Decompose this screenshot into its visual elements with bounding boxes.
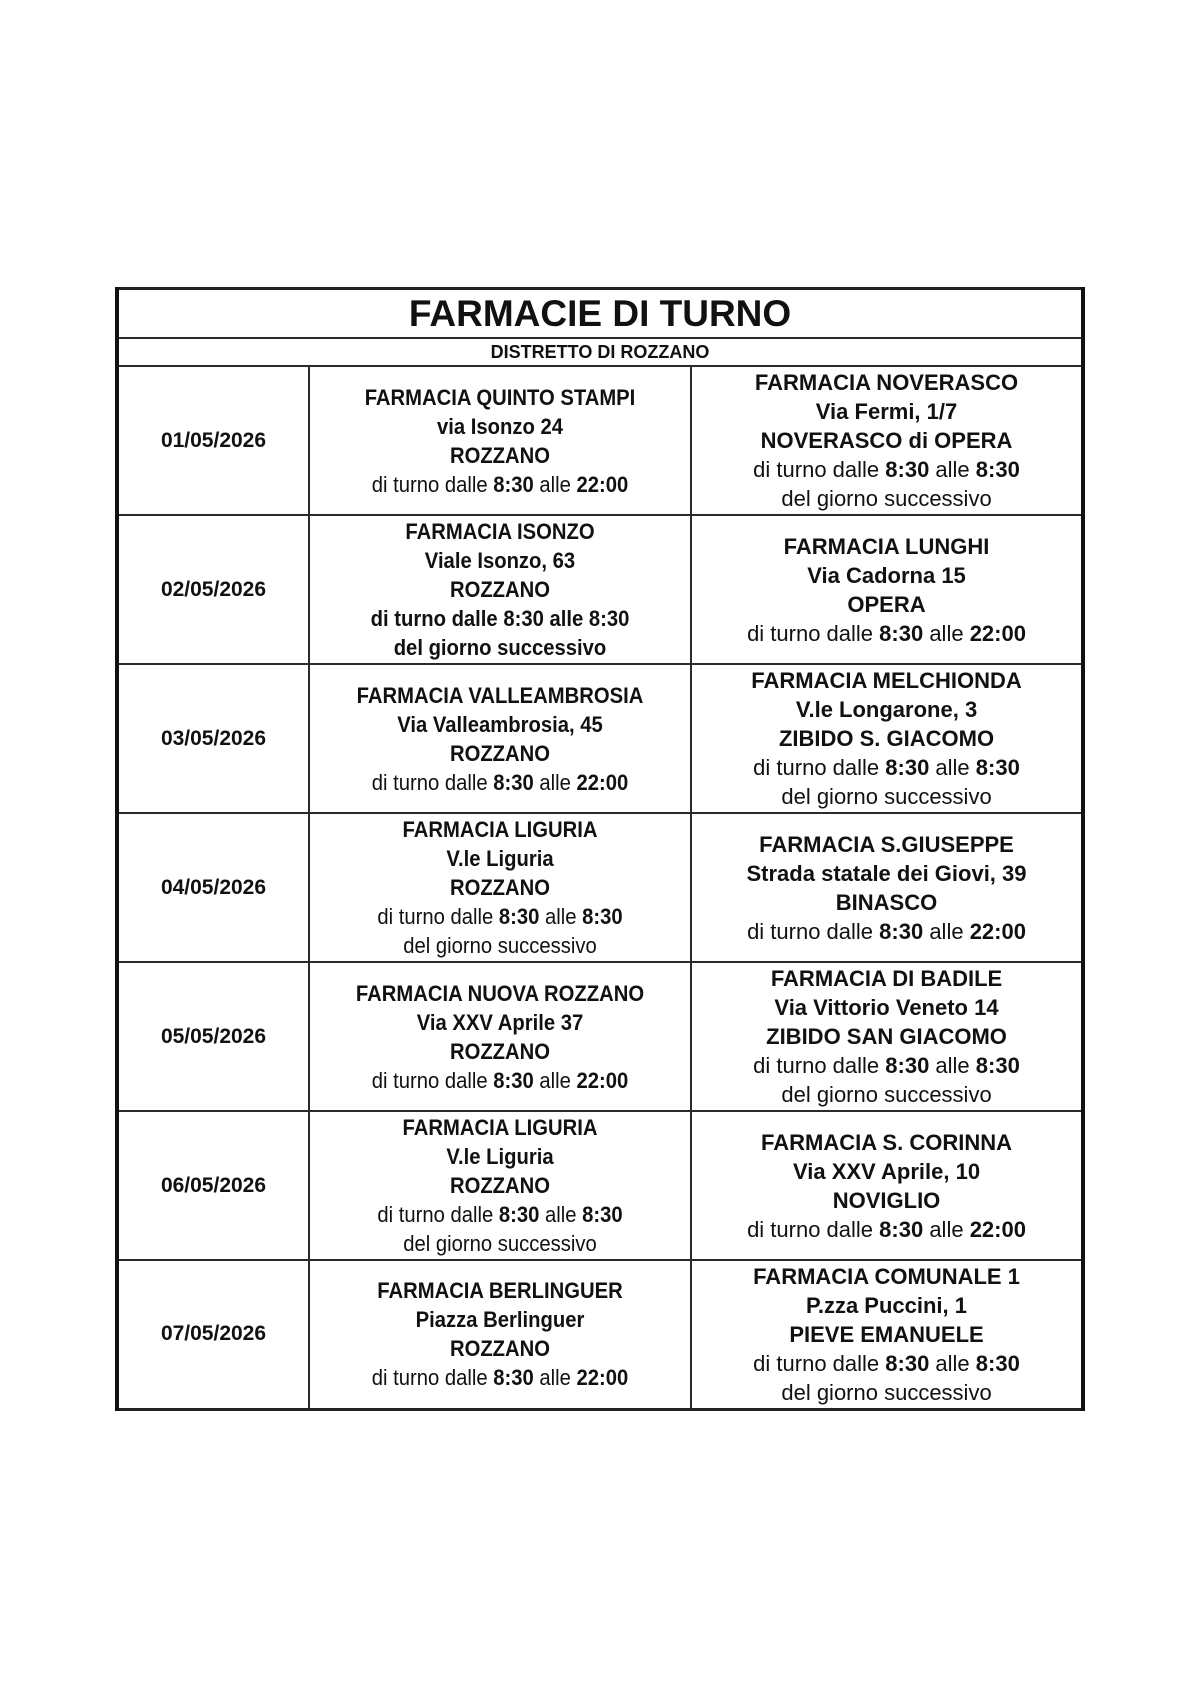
pharmacy-name: FARMACIA LUNGHI: [783, 533, 990, 559]
duty-hours: [692, 455, 1081, 484]
hours-to: 8:30: [975, 1053, 1020, 1078]
pharmacy-name: FARMACIA QUINTO STAMPI: [364, 384, 636, 410]
duty-hours: [692, 1349, 1081, 1378]
pharmacy-cell-rozzano: [309, 515, 691, 664]
pharmacy-cell-other: [691, 515, 1083, 664]
pharmacy-town: NOVIGLIO: [832, 1187, 941, 1213]
shift-date: 01/05/2026: [117, 366, 309, 515]
hours-prefix: di turno dalle: [753, 1350, 886, 1376]
hours-prefix: di turno dalle: [371, 471, 494, 497]
hours-from: 8:30: [493, 471, 534, 497]
shift-date: 07/05/2026: [117, 1260, 309, 1409]
pharmacy-town: ZIBIDO SAN GIACOMO: [766, 1024, 1007, 1049]
hours-to: 22:00: [969, 1216, 1026, 1242]
hours-mid: alle: [923, 620, 970, 646]
pharmacy-address: V.le Liguria: [446, 846, 554, 871]
shift-date: 02/05/2026: [117, 515, 309, 664]
pharmacy-town: ROZZANO: [449, 875, 551, 900]
pharmacy-address: V.le Liguria: [446, 1144, 554, 1169]
table-row: [117, 664, 1083, 813]
pharmacy-name: FARMACIA COMUNALE 1: [753, 1263, 1020, 1289]
hours-prefix: di turno dalle: [747, 1216, 880, 1242]
hours-to: 8:30: [582, 904, 623, 929]
duty-pharmacies-sheet: [115, 287, 1081, 1411]
hours-to: 8:30: [975, 457, 1020, 482]
pharmacy-cell-other: [691, 366, 1083, 515]
hours-mid: alle: [929, 457, 976, 482]
shift-date: 03/05/2026: [117, 664, 309, 813]
pharmacy-address: V.le Longarone, 3: [795, 697, 978, 722]
pharmacy-cell-rozzano: [309, 962, 691, 1111]
hours-from: 8:30: [493, 1067, 534, 1093]
pharmacy-name: FARMACIA S.GIUSEPPE: [759, 831, 1014, 857]
pharmacy-name: FARMACIA LIGURIA: [402, 1115, 598, 1140]
duty-hours: [325, 604, 675, 633]
hours-mid: alle: [929, 1350, 976, 1376]
hours-to: 22:00: [576, 471, 629, 497]
pharmacy-town: ZIBIDO S. GIACOMO: [778, 726, 995, 751]
pharmacy-cell-rozzano: [309, 813, 691, 962]
pharmacy-town: ROZZANO: [449, 577, 551, 602]
hours-to: 22:00: [969, 620, 1026, 646]
pharmacy-address: via Isonzo 24: [436, 413, 563, 439]
duty-hours: [325, 1200, 675, 1229]
pharmacy-address: Via Cadorna 15: [807, 562, 966, 588]
pharmacy-name: FARMACIA MELCHIONDA: [751, 668, 1022, 693]
hours-from: 8:30: [493, 769, 534, 795]
hours-mid: alle: [543, 606, 589, 631]
hours-to: 8:30: [582, 1202, 623, 1227]
pharmacy-cell-rozzano: [309, 664, 691, 813]
duty-hours: [325, 1363, 675, 1392]
hours-prefix: di turno dalle: [747, 620, 880, 646]
hours-mid: alle: [539, 904, 583, 929]
hours-from: 8:30: [493, 1365, 534, 1391]
pharmacy-name: FARMACIA NOVERASCO: [754, 370, 1019, 395]
pharmacy-cell-other: [691, 664, 1083, 813]
next-day-note: del giorno successivo: [393, 635, 607, 660]
next-day-note: del giorno successivo: [403, 1231, 597, 1256]
shift-rows: [117, 366, 1083, 1409]
pharmacy-town: NOVERASCO di OPERA: [760, 428, 1013, 453]
hours-prefix: di turno dalle: [377, 904, 499, 929]
pharmacy-town: PIEVE EMANUELE: [789, 1321, 984, 1347]
shift-date: 06/05/2026: [117, 1111, 309, 1260]
pharmacy-address: Via XXV Aprile, 10: [792, 1158, 981, 1184]
hours-mid: alle: [923, 918, 970, 944]
pharmacy-name: FARMACIA VALLEAMBROSIA: [356, 682, 644, 708]
hours-mid: alle: [929, 755, 976, 780]
table-row: [117, 366, 1083, 515]
table-row: [117, 515, 1083, 664]
hours-mid: alle: [533, 1365, 577, 1391]
hours-prefix: di turno dalle: [753, 457, 886, 482]
pharmacy-address: Viale Isonzo, 63: [424, 548, 576, 573]
duty-hours: [692, 619, 1081, 648]
pharmacy-address: Via Valleambrosia, 45: [397, 711, 603, 737]
pharmacy-town: ROZZANO: [449, 442, 551, 468]
hours-mid: alle: [539, 1202, 583, 1227]
hours-mid: alle: [533, 1067, 577, 1093]
pharmacy-cell-rozzano: [309, 366, 691, 515]
pharmacy-town: ROZZANO: [449, 1038, 551, 1064]
duty-hours: [692, 1215, 1081, 1244]
hours-mid: alle: [533, 769, 577, 795]
shift-date: 04/05/2026: [117, 813, 309, 962]
hours-from: 8:30: [498, 1202, 540, 1227]
hours-to: 8:30: [975, 1350, 1020, 1376]
hours-prefix: di turno dalle: [371, 769, 494, 795]
next-day-note: del giorno successivo: [781, 1379, 992, 1405]
duty-hours: [692, 753, 1081, 782]
pharmacy-cell-other: [691, 1111, 1083, 1260]
hours-mid: alle: [923, 1216, 970, 1242]
next-day-note: del giorno successivo: [781, 784, 992, 809]
duty-hours: [325, 1066, 675, 1095]
page-title: FARMACIE DI TURNO: [117, 289, 1083, 339]
hours-prefix: di turno dalle: [371, 1067, 494, 1093]
pharmacy-name: FARMACIA DI BADILE: [770, 966, 1003, 991]
duty-hours: [325, 768, 675, 797]
hours-from: 8:30: [498, 904, 540, 929]
hours-from: 8:30: [885, 457, 930, 482]
pharmacy-name: FARMACIA NUOVA ROZZANO: [355, 980, 645, 1006]
pharmacy-town: OPERA: [847, 591, 926, 617]
hours-from: 8:30: [885, 1053, 930, 1078]
pharmacy-town: ROZZANO: [449, 740, 551, 766]
pharmacy-address: Via Fermi, 1/7: [815, 399, 958, 424]
hours-prefix: di turno dalle: [377, 1202, 499, 1227]
duty-hours: [325, 470, 675, 499]
hours-to: 22:00: [576, 769, 629, 795]
district-label: DISTRETTO DI ROZZANO: [117, 338, 1083, 366]
hours-prefix: di turno dalle: [747, 918, 880, 944]
pharmacy-cell-rozzano: [309, 1260, 691, 1409]
pharmacy-cell-rozzano: [309, 1111, 691, 1260]
pharmacy-town: ROZZANO: [449, 1336, 551, 1362]
hours-prefix: di turno dalle: [753, 755, 886, 780]
pharmacy-name: FARMACIA ISONZO: [405, 519, 595, 544]
pharmacy-cell-other: [691, 813, 1083, 962]
hours-prefix: di turno dalle: [753, 1053, 886, 1078]
pharmacy-cell-other: [691, 962, 1083, 1111]
hours-from: 8:30: [879, 1216, 924, 1242]
hours-from: 8:30: [885, 755, 930, 780]
next-day-note: del giorno successivo: [781, 486, 992, 511]
table-row: [117, 962, 1083, 1111]
hours-prefix: di turno dalle: [371, 1365, 494, 1391]
hours-prefix: di turno dalle: [370, 606, 504, 631]
duty-hours: [692, 1051, 1081, 1080]
hours-to: 8:30: [588, 606, 630, 631]
hours-from: 8:30: [885, 1350, 930, 1376]
hours-to: 22:00: [576, 1365, 629, 1391]
table-row: [117, 1260, 1083, 1409]
hours-to: 22:00: [969, 918, 1026, 944]
pharmacy-address: P.zza Puccini, 1: [806, 1292, 968, 1318]
shift-date: 05/05/2026: [117, 962, 309, 1111]
pharmacy-cell-other: [691, 1260, 1083, 1409]
hours-from: 8:30: [879, 918, 924, 944]
duty-table: [115, 287, 1085, 1411]
pharmacy-name: FARMACIA LIGURIA: [402, 817, 598, 842]
pharmacy-name: FARMACIA S. CORINNA: [761, 1129, 1012, 1155]
pharmacy-address: Strada statale dei Giovi, 39: [746, 860, 1027, 886]
pharmacy-name: FARMACIA BERLINGUER: [377, 1278, 623, 1304]
next-day-note: del giorno successivo: [403, 933, 597, 958]
pharmacy-address: Piazza Berlinguer: [415, 1307, 585, 1333]
pharmacy-address: Via XXV Aprile 37: [416, 1009, 584, 1035]
table-row: [117, 813, 1083, 962]
next-day-note: del giorno successivo: [781, 1082, 992, 1107]
hours-to: 22:00: [576, 1067, 629, 1093]
hours-mid: alle: [929, 1053, 976, 1078]
hours-from: 8:30: [503, 606, 544, 631]
pharmacy-town: BINASCO: [835, 889, 938, 915]
pharmacy-town: ROZZANO: [449, 1173, 551, 1198]
duty-hours: [325, 902, 675, 931]
table-row: [117, 1111, 1083, 1260]
hours-from: 8:30: [879, 620, 924, 646]
hours-mid: alle: [533, 471, 577, 497]
hours-to: 8:30: [975, 755, 1020, 780]
duty-hours: [692, 917, 1081, 946]
pharmacy-address: Via Vittorio Veneto 14: [774, 995, 999, 1020]
